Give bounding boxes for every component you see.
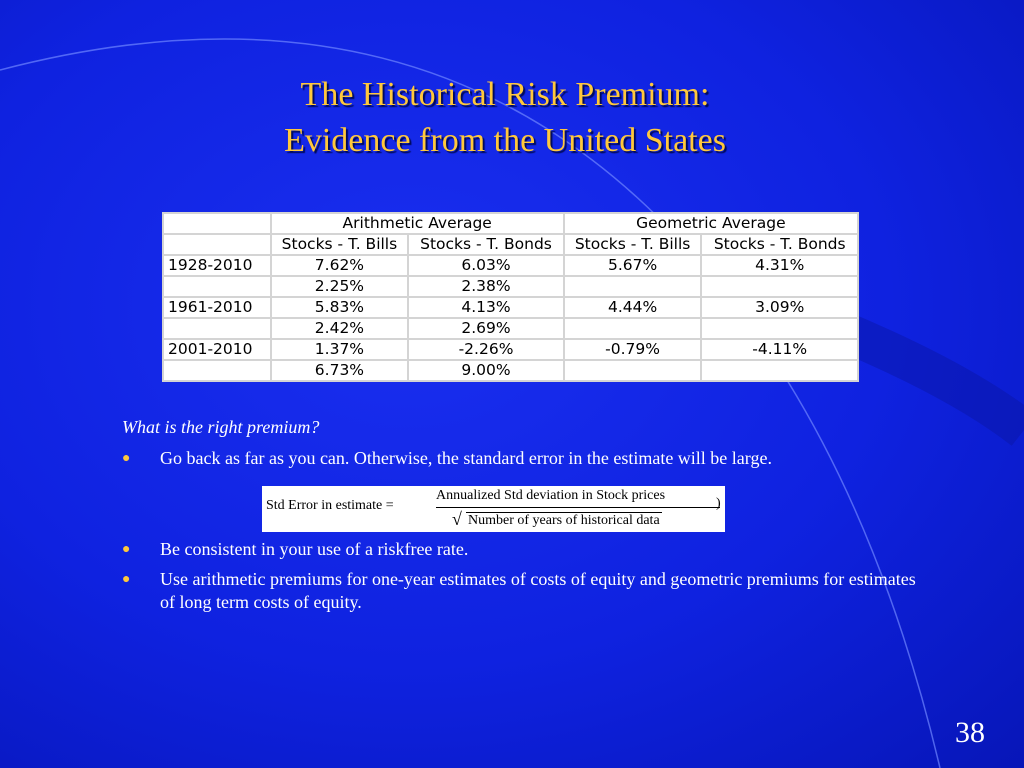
value-cell: -2.26% xyxy=(408,339,564,360)
formula-numerator: Annualized Std deviation in Stock prices xyxy=(436,488,666,503)
value-cell xyxy=(564,276,702,297)
value-cell: 2.38% xyxy=(408,276,564,297)
value-cell xyxy=(701,360,858,381)
title-line-1: The Historical Risk Premium: xyxy=(300,76,710,113)
value-cell xyxy=(701,318,858,339)
value-cell: 4.44% xyxy=(564,297,702,318)
std-error-formula xyxy=(262,486,725,532)
sub-header: Stocks - T. Bonds xyxy=(408,234,564,255)
bullet-text: Go back as far as you can. Otherwise, the standard error in the estimate will be large. xyxy=(160,448,772,468)
table-row xyxy=(163,255,858,276)
value-cell xyxy=(701,276,858,297)
value-cell: 6.03% xyxy=(408,255,564,276)
sub-header: Stocks - T. Bills xyxy=(271,234,409,255)
table-sub-header-row xyxy=(163,234,858,255)
value-cell: 1.37% xyxy=(271,339,409,360)
period-cell xyxy=(163,360,271,381)
formula-lhs: Std Error in estimate = xyxy=(266,498,394,513)
table-row xyxy=(163,276,858,297)
slide-title xyxy=(0,72,1010,164)
table-corner-cell xyxy=(163,213,271,234)
table-row xyxy=(163,318,858,339)
question-text: What is the right premium? xyxy=(122,417,320,437)
value-cell: 4.31% xyxy=(701,255,858,276)
bullet-item xyxy=(122,568,920,614)
value-cell: -4.11% xyxy=(701,339,858,360)
title-line-2: Evidence from the United States xyxy=(284,122,726,159)
period-cell: 2001-2010 xyxy=(163,339,271,360)
period-cell: 1928-2010 xyxy=(163,255,271,276)
bullet-item xyxy=(122,538,920,561)
value-cell: 7.62% xyxy=(271,255,409,276)
value-cell xyxy=(564,318,702,339)
value-cell: 5.67% xyxy=(564,255,702,276)
table-row xyxy=(163,360,858,381)
table-corner-cell xyxy=(163,234,271,255)
period-cell: 1961-2010 xyxy=(163,297,271,318)
value-cell: 2.42% xyxy=(271,318,409,339)
table-group-header-row xyxy=(163,213,858,234)
value-cell: 2.69% xyxy=(408,318,564,339)
table-row xyxy=(163,339,858,360)
risk-premium-table xyxy=(162,212,859,382)
period-cell xyxy=(163,318,271,339)
group-header-geometric: Geometric Average xyxy=(564,213,858,234)
value-cell xyxy=(564,360,702,381)
value-cell: 4.13% xyxy=(408,297,564,318)
table-row xyxy=(163,297,858,318)
period-cell xyxy=(163,276,271,297)
value-cell: 6.73% xyxy=(271,360,409,381)
value-cell: 5.83% xyxy=(271,297,409,318)
square-root-icon: √ xyxy=(452,509,462,529)
bullet-text: Use arithmetic premiums for one-year estimates of costs of equity and geometric premiums for estimates of long term costs of equity. xyxy=(160,569,916,612)
value-cell: 2.25% xyxy=(271,276,409,297)
bullet-dot-icon: ● xyxy=(122,451,131,466)
bullet-text: Be consistent in your use of a riskfree rate. xyxy=(160,539,469,559)
group-header-arithmetic: Arithmetic Average xyxy=(271,213,564,234)
value-cell: 9.00% xyxy=(408,360,564,381)
value-cell: 3.09% xyxy=(701,297,858,318)
page-number: 38 xyxy=(955,716,985,749)
bullet-item xyxy=(122,447,980,470)
bullet-dot-icon: ● xyxy=(122,542,131,557)
fraction-bar xyxy=(436,507,720,508)
value-cell: -0.79% xyxy=(564,339,702,360)
sub-header: Stocks - T. Bonds xyxy=(701,234,858,255)
formula-denominator: Number of years of historical data xyxy=(468,513,660,528)
bullet-dot-icon: ● xyxy=(122,572,131,587)
sub-header: Stocks - T. Bills xyxy=(564,234,702,255)
formula-close-paren: ) xyxy=(716,496,721,511)
